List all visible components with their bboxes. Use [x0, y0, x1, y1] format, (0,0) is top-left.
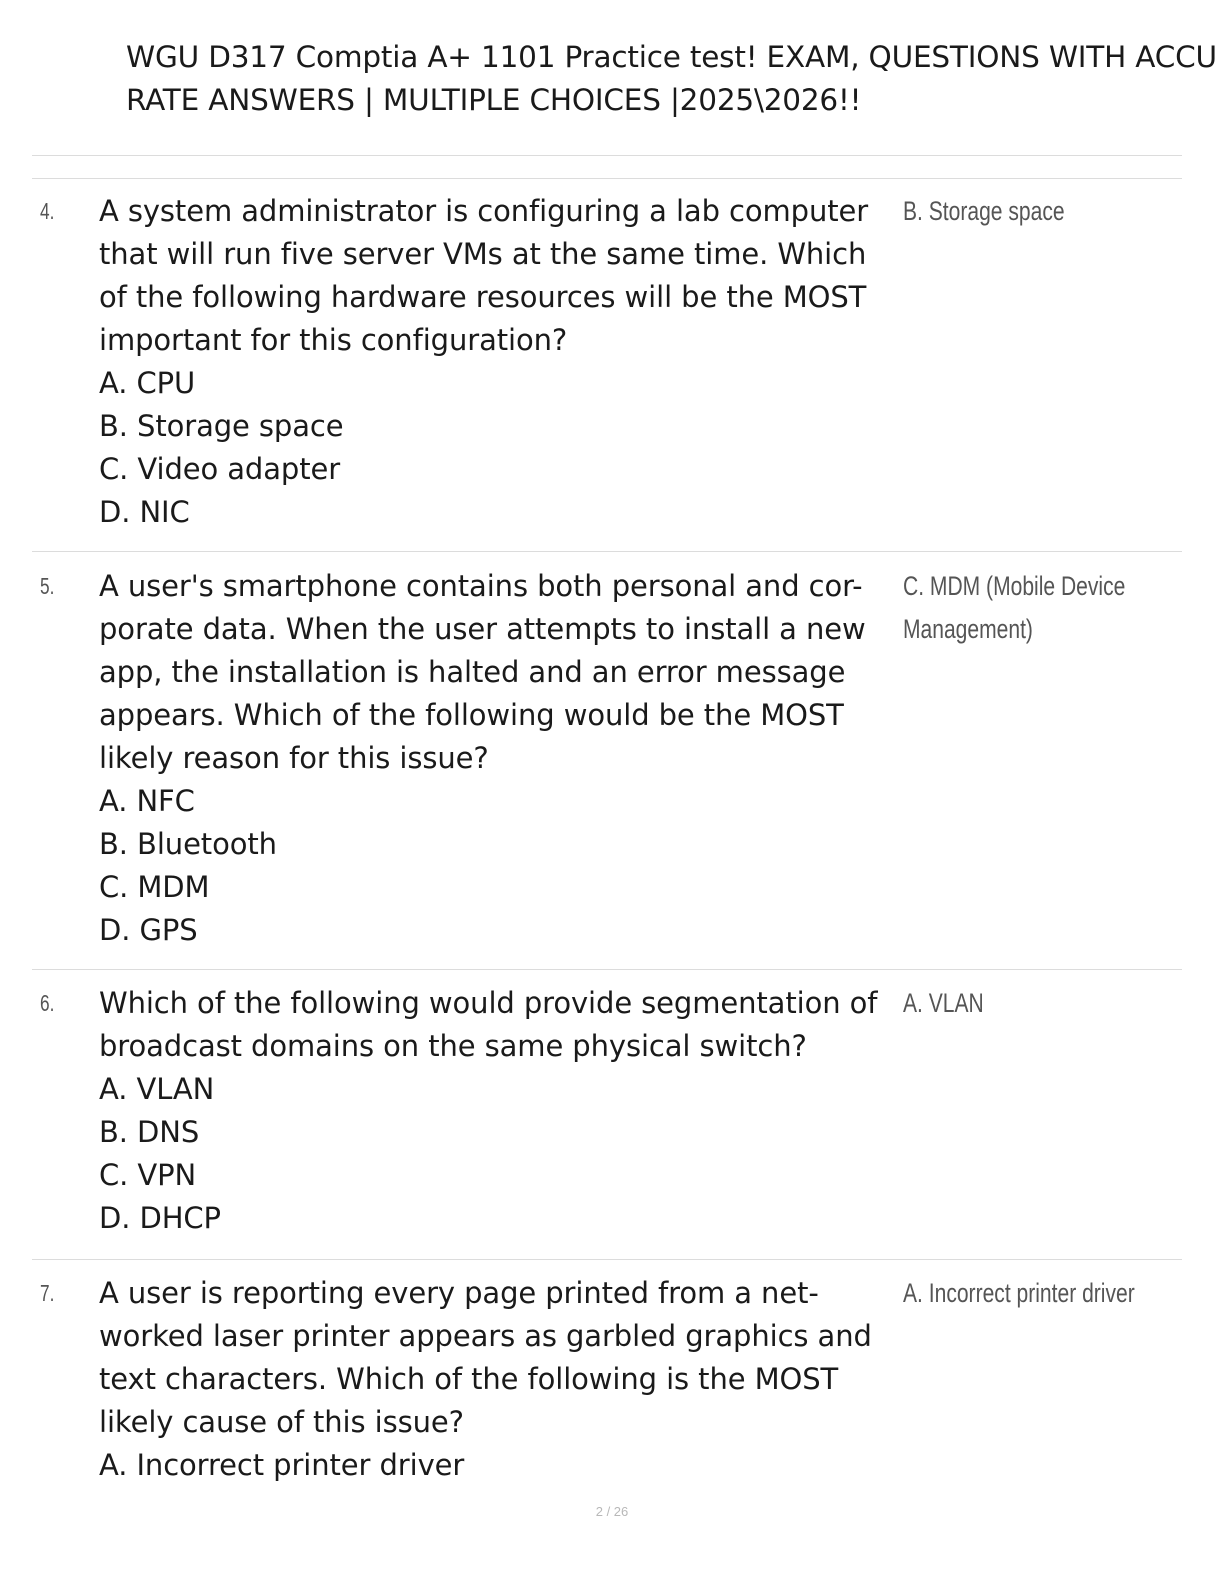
correct-answer — [903, 190, 1065, 233]
question-number: 4. — [40, 198, 55, 224]
question-number: 6. — [40, 990, 55, 1016]
question-text-line: worked laser printer appears as garbled graphics and — [99, 1319, 872, 1353]
answer-option: D. NIC — [99, 495, 190, 529]
title-line-2: RATE ANSWERS | MULTIPLE CHOICES |2025\2026!! — [126, 83, 862, 117]
question-body — [99, 565, 899, 952]
correct-answer-line: B. Storage space — [903, 196, 1065, 226]
divider — [32, 178, 1182, 179]
answer-option: D. DHCP — [99, 1201, 221, 1235]
question-text-line: appears. Which of the following would be the MOST — [99, 698, 844, 732]
correct-answer — [903, 565, 1125, 651]
answer-option: B. Storage space — [99, 409, 344, 443]
page-indicator: 2 / 26 — [595, 1504, 629, 1519]
answer-option: B. Bluetooth — [99, 827, 277, 861]
question-text-line: likely cause of this issue? — [99, 1405, 464, 1439]
title-line-1: WGU D317 Comptia A+ 1101 Practice test! EXAM, QUESTIONS WITH ACCU — [126, 40, 1217, 74]
question-text-line: porate data. When the user attempts to install a new — [99, 612, 866, 646]
question-text-line: text characters. Which of the following is the MOST — [99, 1362, 839, 1396]
question-text-line: A system administrator is configuring a lab computer — [99, 194, 869, 228]
answer-option: C. VPN — [99, 1158, 197, 1192]
answer-option: A. VLAN — [99, 1072, 215, 1106]
answer-option: A. NFC — [99, 784, 195, 818]
question-number: 7. — [40, 1280, 55, 1306]
correct-answer-line: A. VLAN — [903, 988, 984, 1018]
answer-option: B. DNS — [99, 1115, 200, 1149]
correct-answer-line: Management) — [903, 614, 1033, 644]
divider — [32, 155, 1182, 156]
question-text-line: A user's smartphone contains both personal and cor- — [99, 569, 863, 603]
answer-option: A. Incorrect printer driver — [99, 1448, 465, 1482]
answer-option: D. GPS — [99, 913, 198, 947]
question-body — [99, 1272, 899, 1487]
question-number: 5. — [40, 573, 55, 599]
question-text-line: Which of the following would provide segmentation of — [99, 986, 878, 1020]
question-text-line: app, the installation is halted and an error message — [99, 655, 846, 689]
document-title — [126, 36, 1216, 122]
divider — [32, 551, 1182, 552]
question-body — [99, 190, 899, 534]
question-text-line: that will run five server VMs at the same time. Which — [99, 237, 867, 271]
question-text-line: A user is reporting every page printed from a net- — [99, 1276, 819, 1310]
question-text-line: likely reason for this issue? — [99, 741, 489, 775]
correct-answer — [903, 1272, 1135, 1315]
answer-option: A. CPU — [99, 366, 196, 400]
correct-answer — [903, 982, 984, 1025]
correct-answer-line: C. MDM (Mobile Device — [903, 571, 1126, 601]
divider — [32, 1259, 1182, 1260]
question-body — [99, 982, 899, 1240]
divider — [32, 969, 1182, 970]
question-text-line: important for this configuration? — [99, 323, 568, 357]
answer-option: C. MDM — [99, 870, 210, 904]
correct-answer-line: A. Incorrect printer driver — [903, 1278, 1135, 1308]
question-text-line: broadcast domains on the same physical switch? — [99, 1029, 807, 1063]
answer-option: C. Video adapter — [99, 452, 341, 486]
question-text-line: of the following hardware resources will be the MOST — [99, 280, 867, 314]
